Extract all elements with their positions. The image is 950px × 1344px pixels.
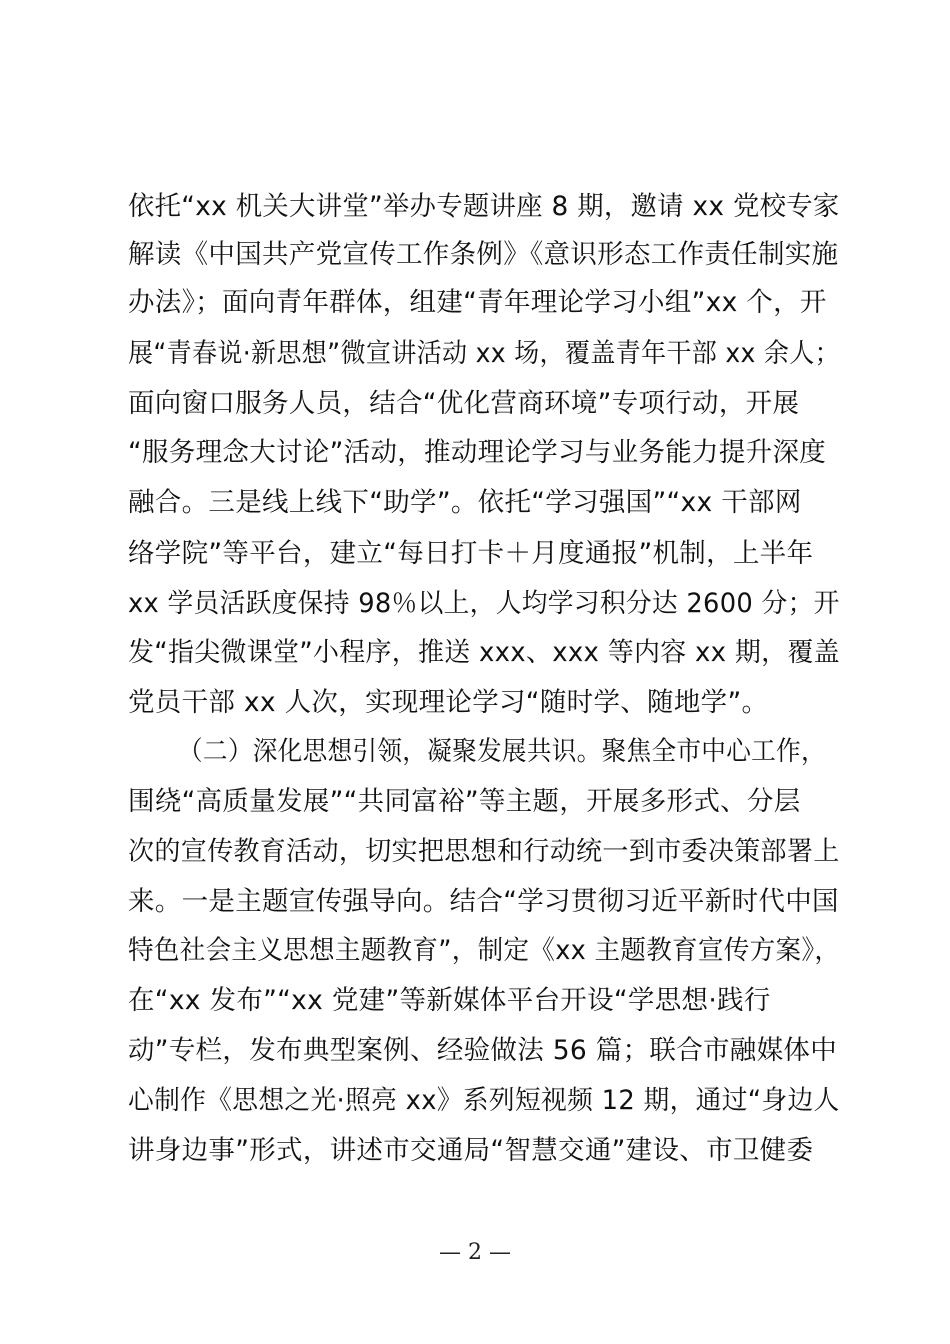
body-line-15: 来。一是主题宣传强导向。结合“学习贯彻习近平新时代中国: [128, 886, 839, 917]
body-line-18: 动”专栏，发布典型案例、经验做法 56 篇；联合市融媒体中: [128, 1035, 837, 1066]
page-number: — 2 —: [439, 1240, 511, 1265]
body-line-5: 面向窗口服务人员，结合“优化营商环境”专项行动，开展: [128, 388, 800, 419]
body-line-20: 讲身边事”形式，讲述市交通局“智慧交通”建设、市卫健委: [128, 1135, 814, 1166]
body-line-8: 络学院”等平台，建立“每日打卡＋月度通报”机制，上半年: [128, 538, 814, 569]
body-line-9: xx 学员活跃度保持 98％以上，人均学习积分达 2600 分；开: [128, 588, 840, 619]
body-line-11: 党员干部 xx 人次，实现理论学习“随时学、随地学”。: [128, 687, 769, 718]
body-line-13: 围绕“高质量发展”“共同富裕”等主题，开展多形式、分层: [128, 786, 801, 817]
body-line-6: “服务理念大讨论”活动，推动理论学习与业务能力提升深度: [128, 437, 827, 468]
body-line-17: 在“xx 发布”“xx 党建”等新媒体平台开设“学思想·践行: [128, 985, 771, 1016]
body-line-19: 心制作《思想之光·照亮 xx》系列短视频 12 期，通过“身边人: [128, 1085, 840, 1116]
body-line-14: 次的宣传教育活动，切实把思想和行动统一到市委决策部署上: [128, 836, 840, 867]
body-line-1: 依托“xx 机关大讲堂”举办专题讲座 8 期，邀请 xx 党校专家: [128, 191, 840, 222]
body-line-16: 特色社会主义思想主题教育”，制定《xx 主题教育宣传方案》，: [128, 935, 841, 966]
body-line-7: 融合。三是线上线下“助学”。依托“学习强国”“xx 干部网: [128, 487, 802, 518]
section-heading-line: （二）深化思想引领，凝聚发展共识。聚焦全市中心工作，: [178, 736, 826, 767]
body-line-10: 发“指尖微课堂”小程序，推送 xxx、xxx 等内容 xx 期，覆盖: [128, 637, 840, 668]
body-line-3: 办法》；面向青年群体，组建“青年理论学习小组”xx 个，开: [128, 287, 827, 318]
body-line-2: 解读《中国共产党宣传工作条例》《意识形态工作责任制实施: [128, 239, 839, 270]
body-line-4: 展“青春说·新思想”微宣讲活动 xx 场，覆盖青年干部 xx 余人；: [128, 338, 841, 369]
